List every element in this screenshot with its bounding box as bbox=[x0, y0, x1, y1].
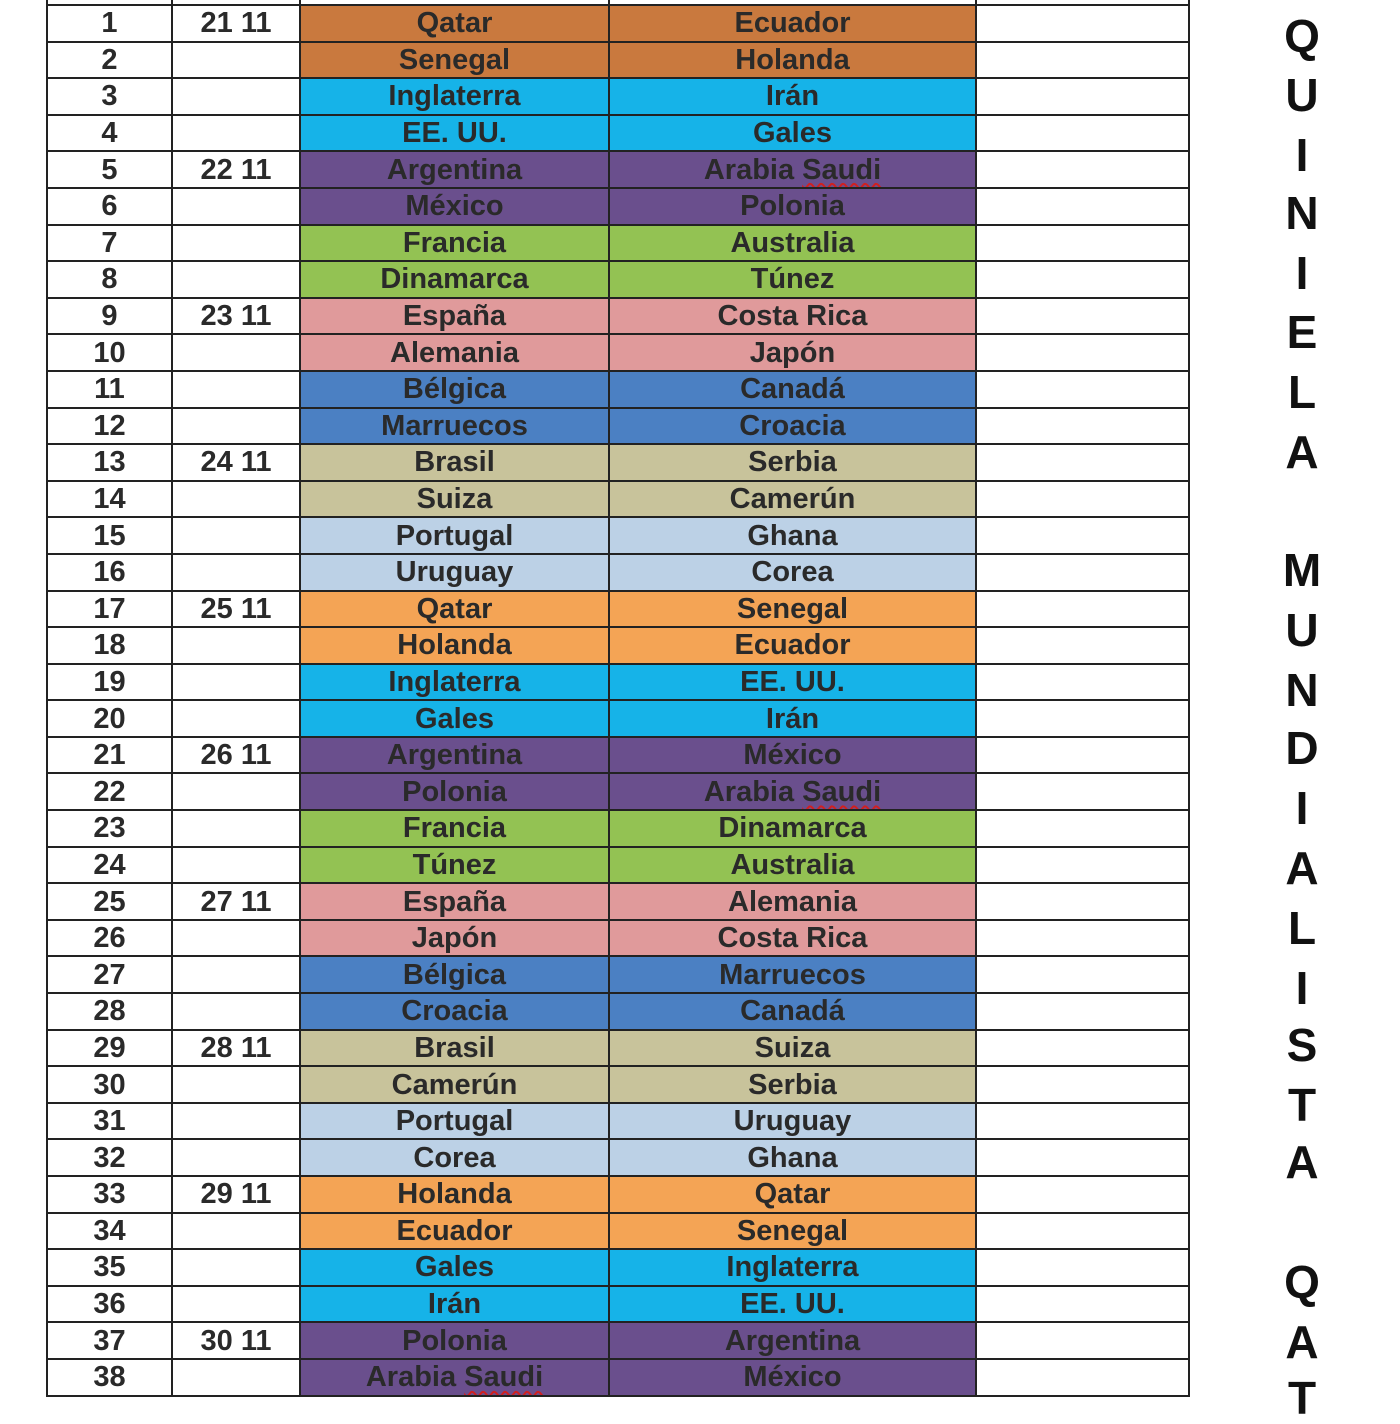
vertical-title-letter: N bbox=[1285, 664, 1319, 716]
away-team-cell: Japón bbox=[609, 334, 976, 371]
result-cell[interactable] bbox=[976, 1249, 1189, 1286]
match-number-cell: 13 bbox=[47, 444, 172, 481]
away-team-cell: Canadá bbox=[609, 993, 976, 1030]
home-team-cell: Gales bbox=[300, 700, 609, 737]
result-cell[interactable] bbox=[976, 188, 1189, 225]
result-cell[interactable] bbox=[976, 5, 1189, 42]
home-team-cell: Inglaterra bbox=[300, 664, 609, 701]
away-team-cell: Gales bbox=[609, 115, 976, 152]
match-row bbox=[47, 1359, 1189, 1396]
away-team-cell: Senegal bbox=[609, 1213, 976, 1250]
away-team-cell: Costa Rica bbox=[609, 920, 976, 957]
home-team-cell: EE. UU. bbox=[300, 115, 609, 152]
vertical-title-letter: A bbox=[1285, 1136, 1319, 1188]
home-team-cell: Gales bbox=[300, 1249, 609, 1286]
result-cell[interactable] bbox=[976, 700, 1189, 737]
home-team-cell: Polonia bbox=[300, 1322, 609, 1359]
home-team-cell: Senegal bbox=[300, 42, 609, 79]
away-team-cell: Suiza bbox=[609, 1030, 976, 1067]
vertical-title-letter: A bbox=[1285, 842, 1319, 894]
home-team-cell: Brasil bbox=[300, 1030, 609, 1067]
match-number-cell: 31 bbox=[47, 1103, 172, 1140]
away-team-cell: Marruecos bbox=[609, 956, 976, 993]
home-team-cell: Francia bbox=[300, 225, 609, 262]
match-row bbox=[47, 993, 1189, 1030]
match-number-cell: 36 bbox=[47, 1286, 172, 1323]
result-cell[interactable] bbox=[976, 225, 1189, 262]
home-team-cell: Irán bbox=[300, 1286, 609, 1323]
match-row bbox=[47, 371, 1189, 408]
match-row bbox=[47, 1322, 1189, 1359]
match-number-cell: 8 bbox=[47, 261, 172, 298]
match-row bbox=[47, 773, 1189, 810]
away-team-cell: Croacia bbox=[609, 408, 976, 445]
result-cell[interactable] bbox=[976, 1066, 1189, 1103]
match-number-cell: 34 bbox=[47, 1213, 172, 1250]
vertical-title-letter: I bbox=[1295, 129, 1309, 181]
match-number-cell: 9 bbox=[47, 298, 172, 335]
match-row bbox=[47, 1213, 1189, 1250]
match-row bbox=[47, 1030, 1189, 1067]
away-team-cell: Argentina bbox=[609, 1322, 976, 1359]
match-date-cell bbox=[172, 554, 300, 591]
result-cell[interactable] bbox=[976, 42, 1189, 79]
match-date-cell: 25 11 bbox=[172, 591, 300, 628]
result-cell[interactable] bbox=[976, 1359, 1189, 1396]
match-row bbox=[47, 664, 1189, 701]
away-team-cell: Holanda bbox=[609, 42, 976, 79]
match-number-cell: 32 bbox=[47, 1139, 172, 1176]
result-cell[interactable] bbox=[976, 151, 1189, 188]
match-number-cell: 23 bbox=[47, 810, 172, 847]
away-team-cell: Arabia Saudi bbox=[609, 773, 976, 810]
match-row bbox=[47, 1139, 1189, 1176]
away-team-cell: México bbox=[609, 1359, 976, 1396]
away-team-cell: Serbia bbox=[609, 444, 976, 481]
match-number-cell: 25 bbox=[47, 883, 172, 920]
home-team-cell: Alemania bbox=[300, 334, 609, 371]
match-row bbox=[47, 627, 1189, 664]
match-row bbox=[47, 225, 1189, 262]
home-team-cell: Ecuador bbox=[300, 1213, 609, 1250]
away-team-cell: Australia bbox=[609, 225, 976, 262]
match-date-cell bbox=[172, 225, 300, 262]
match-number-cell: 11 bbox=[47, 371, 172, 408]
match-number-cell: 7 bbox=[47, 225, 172, 262]
match-number-cell: 15 bbox=[47, 517, 172, 554]
vertical-title-letter: L bbox=[1287, 366, 1317, 418]
home-team-cell: Uruguay bbox=[300, 554, 609, 591]
away-team-cell: Ghana bbox=[609, 1139, 976, 1176]
match-row bbox=[47, 334, 1189, 371]
away-team-cell: Ghana bbox=[609, 517, 976, 554]
away-team-cell: Costa Rica bbox=[609, 298, 976, 335]
away-team-cell: Canadá bbox=[609, 371, 976, 408]
match-date-cell bbox=[172, 408, 300, 445]
away-team-cell: Arabia Saudi bbox=[609, 151, 976, 188]
match-number-cell: 17 bbox=[47, 591, 172, 628]
match-row bbox=[47, 591, 1189, 628]
result-cell[interactable] bbox=[976, 298, 1189, 335]
match-number-cell: 19 bbox=[47, 664, 172, 701]
home-team-cell: Japón bbox=[300, 920, 609, 957]
match-row bbox=[47, 408, 1189, 445]
result-cell[interactable] bbox=[976, 371, 1189, 408]
vertical-title-letter: I bbox=[1295, 782, 1309, 834]
away-team-cell: Dinamarca bbox=[609, 810, 976, 847]
away-team-cell: Polonia bbox=[609, 188, 976, 225]
result-cell[interactable] bbox=[976, 627, 1189, 664]
result-cell[interactable] bbox=[976, 408, 1189, 445]
result-cell[interactable] bbox=[976, 956, 1189, 993]
match-row bbox=[47, 1286, 1189, 1323]
home-team-cell: Portugal bbox=[300, 517, 609, 554]
match-date-cell bbox=[172, 810, 300, 847]
home-team-cell: Inglaterra bbox=[300, 78, 609, 115]
match-date-cell: 27 11 bbox=[172, 883, 300, 920]
home-team-cell: Argentina bbox=[300, 737, 609, 774]
match-date-cell bbox=[172, 42, 300, 79]
result-cell[interactable] bbox=[976, 1176, 1189, 1213]
vertical-title-letter: A bbox=[1285, 426, 1319, 478]
match-number-cell: 1 bbox=[47, 5, 172, 42]
match-date-cell bbox=[172, 1139, 300, 1176]
match-row bbox=[47, 920, 1189, 957]
match-number-cell: 21 bbox=[47, 737, 172, 774]
away-team-cell: Qatar bbox=[609, 1176, 976, 1213]
match-row bbox=[47, 151, 1189, 188]
match-row bbox=[47, 5, 1189, 42]
result-cell[interactable] bbox=[976, 1213, 1189, 1250]
match-number-cell: 5 bbox=[47, 151, 172, 188]
result-cell[interactable] bbox=[976, 261, 1189, 298]
result-cell[interactable] bbox=[976, 334, 1189, 371]
home-team-cell: Corea bbox=[300, 1139, 609, 1176]
home-team-cell: Polonia bbox=[300, 773, 609, 810]
match-date-cell bbox=[172, 261, 300, 298]
home-team-cell: Dinamarca bbox=[300, 261, 609, 298]
match-row bbox=[47, 847, 1189, 884]
match-date-cell bbox=[172, 664, 300, 701]
away-team-cell: Senegal bbox=[609, 591, 976, 628]
away-team-cell: Camerún bbox=[609, 481, 976, 518]
home-team-cell: México bbox=[300, 188, 609, 225]
match-number-cell: 28 bbox=[47, 993, 172, 1030]
match-row bbox=[47, 78, 1189, 115]
match-number-cell: 38 bbox=[47, 1359, 172, 1396]
match-number-cell: 22 bbox=[47, 773, 172, 810]
away-team-cell: EE. UU. bbox=[609, 1286, 976, 1323]
match-number-cell: 6 bbox=[47, 188, 172, 225]
vertical-title-letter: U bbox=[1285, 69, 1319, 121]
result-cell[interactable] bbox=[976, 1139, 1189, 1176]
match-number-cell: 14 bbox=[47, 481, 172, 518]
vertical-title-letter: N bbox=[1285, 187, 1319, 239]
away-team-cell: Uruguay bbox=[609, 1103, 976, 1140]
match-number-cell: 35 bbox=[47, 1249, 172, 1286]
away-team-cell: Serbia bbox=[609, 1066, 976, 1103]
match-date-cell bbox=[172, 773, 300, 810]
match-number-cell: 12 bbox=[47, 408, 172, 445]
match-date-cell bbox=[172, 993, 300, 1030]
match-number-cell: 30 bbox=[47, 1066, 172, 1103]
match-number-cell: 26 bbox=[47, 920, 172, 957]
vertical-title-letter: Q bbox=[1284, 10, 1320, 62]
match-number-cell: 18 bbox=[47, 627, 172, 664]
result-cell[interactable] bbox=[976, 481, 1189, 518]
match-number-cell: 4 bbox=[47, 115, 172, 152]
match-row bbox=[47, 517, 1189, 554]
home-team-cell: Holanda bbox=[300, 1176, 609, 1213]
vertical-title-letter: T bbox=[1287, 1079, 1317, 1131]
match-row bbox=[47, 115, 1189, 152]
match-row bbox=[47, 956, 1189, 993]
home-team-cell: Croacia bbox=[300, 993, 609, 1030]
match-row bbox=[47, 42, 1189, 79]
match-row bbox=[47, 298, 1189, 335]
home-team-cell: España bbox=[300, 298, 609, 335]
vertical-title-letter: U bbox=[1285, 604, 1319, 656]
result-cell[interactable] bbox=[976, 444, 1189, 481]
away-team-cell: Túnez bbox=[609, 261, 976, 298]
away-team-cell: Ecuador bbox=[609, 5, 976, 42]
away-team-cell: Irán bbox=[609, 78, 976, 115]
vertical-title-letter: M bbox=[1282, 544, 1322, 596]
match-date-cell: 28 11 bbox=[172, 1030, 300, 1067]
match-row bbox=[47, 700, 1189, 737]
result-cell[interactable] bbox=[976, 1322, 1189, 1359]
match-date-cell bbox=[172, 1213, 300, 1250]
away-team-cell: Irán bbox=[609, 700, 976, 737]
match-date-cell bbox=[172, 847, 300, 884]
match-number-cell: 2 bbox=[47, 42, 172, 79]
vertical-title-letter: T bbox=[1287, 1372, 1317, 1424]
match-row bbox=[47, 1176, 1189, 1213]
vertical-title-letter: L bbox=[1287, 902, 1317, 954]
result-cell[interactable] bbox=[976, 591, 1189, 628]
match-number-cell: 37 bbox=[47, 1322, 172, 1359]
match-number-cell: 20 bbox=[47, 700, 172, 737]
home-team-cell: Portugal bbox=[300, 1103, 609, 1140]
result-cell[interactable] bbox=[976, 773, 1189, 810]
match-date-cell: 22 11 bbox=[172, 151, 300, 188]
result-cell[interactable] bbox=[976, 1103, 1189, 1140]
match-row bbox=[47, 1249, 1189, 1286]
result-cell[interactable] bbox=[976, 920, 1189, 957]
away-team-cell: México bbox=[609, 737, 976, 774]
match-date-cell bbox=[172, 188, 300, 225]
result-cell[interactable] bbox=[976, 1030, 1189, 1067]
match-row bbox=[47, 481, 1189, 518]
home-team-cell: Bélgica bbox=[300, 956, 609, 993]
match-date-cell bbox=[172, 700, 300, 737]
home-team-cell: Holanda bbox=[300, 627, 609, 664]
home-team-cell: Camerún bbox=[300, 1066, 609, 1103]
home-team-cell: Brasil bbox=[300, 444, 609, 481]
match-row bbox=[47, 1066, 1189, 1103]
result-cell[interactable] bbox=[976, 883, 1189, 920]
match-date-cell: 21 11 bbox=[172, 5, 300, 42]
match-date-cell bbox=[172, 481, 300, 518]
match-date-cell bbox=[172, 1249, 300, 1286]
fixture-table-container bbox=[46, 0, 1188, 1397]
result-cell[interactable] bbox=[976, 993, 1189, 1030]
result-cell[interactable] bbox=[976, 517, 1189, 554]
match-date-cell bbox=[172, 1359, 300, 1396]
match-date-cell: 29 11 bbox=[172, 1176, 300, 1213]
match-number-cell: 10 bbox=[47, 334, 172, 371]
result-cell[interactable] bbox=[976, 78, 1189, 115]
home-team-cell: Bélgica bbox=[300, 371, 609, 408]
match-date-cell bbox=[172, 1066, 300, 1103]
away-team-cell: Corea bbox=[609, 554, 976, 591]
match-number-cell: 29 bbox=[47, 1030, 172, 1067]
result-cell[interactable] bbox=[976, 664, 1189, 701]
away-team-cell: Ecuador bbox=[609, 627, 976, 664]
match-row bbox=[47, 1103, 1189, 1140]
match-date-cell: 24 11 bbox=[172, 444, 300, 481]
match-number-cell: 16 bbox=[47, 554, 172, 591]
result-cell[interactable] bbox=[976, 554, 1189, 591]
home-team-cell: Qatar bbox=[300, 591, 609, 628]
home-team-cell: Suiza bbox=[300, 481, 609, 518]
vertical-title-letter: E bbox=[1286, 306, 1318, 358]
match-row bbox=[47, 737, 1189, 774]
match-date-cell: 30 11 bbox=[172, 1322, 300, 1359]
match-row bbox=[47, 188, 1189, 225]
vertical-title-letter: I bbox=[1295, 962, 1309, 1014]
fixture-table bbox=[46, 0, 1190, 1397]
vertical-title-letter: A bbox=[1285, 1316, 1319, 1368]
match-number-cell: 24 bbox=[47, 847, 172, 884]
home-team-cell: España bbox=[300, 883, 609, 920]
vertical-title-letter: D bbox=[1285, 722, 1319, 774]
match-date-cell: 26 11 bbox=[172, 737, 300, 774]
match-number-cell: 3 bbox=[47, 78, 172, 115]
home-team-cell: Marruecos bbox=[300, 408, 609, 445]
vertical-title-letter: S bbox=[1286, 1019, 1318, 1071]
away-team-cell: EE. UU. bbox=[609, 664, 976, 701]
away-team-cell: Alemania bbox=[609, 883, 976, 920]
match-date-cell bbox=[172, 627, 300, 664]
match-date-cell bbox=[172, 371, 300, 408]
match-row bbox=[47, 261, 1189, 298]
home-team-cell: Qatar bbox=[300, 5, 609, 42]
fixture-table-body bbox=[47, 0, 1189, 1396]
match-row bbox=[47, 554, 1189, 591]
match-row bbox=[47, 810, 1189, 847]
match-row bbox=[47, 444, 1189, 481]
result-cell[interactable] bbox=[976, 847, 1189, 884]
match-number-cell: 27 bbox=[47, 956, 172, 993]
home-team-cell: Argentina bbox=[300, 151, 609, 188]
match-date-cell bbox=[172, 1286, 300, 1323]
result-cell[interactable] bbox=[976, 810, 1189, 847]
vertical-title-letter: I bbox=[1295, 247, 1309, 299]
result-cell[interactable] bbox=[976, 115, 1189, 152]
match-date-cell bbox=[172, 1103, 300, 1140]
match-number-cell: 33 bbox=[47, 1176, 172, 1213]
home-team-cell: Francia bbox=[300, 810, 609, 847]
match-row bbox=[47, 883, 1189, 920]
match-date-cell bbox=[172, 956, 300, 993]
match-date-cell bbox=[172, 517, 300, 554]
away-team-cell: Australia bbox=[609, 847, 976, 884]
vertical-title-letter: Q bbox=[1284, 1256, 1320, 1308]
match-date-cell bbox=[172, 334, 300, 371]
match-date-cell: 23 11 bbox=[172, 298, 300, 335]
match-date-cell bbox=[172, 920, 300, 957]
vertical-title bbox=[1262, 0, 1342, 1424]
result-cell[interactable] bbox=[976, 737, 1189, 774]
result-cell[interactable] bbox=[976, 1286, 1189, 1323]
match-date-cell bbox=[172, 78, 300, 115]
home-team-cell: Arabia Saudi bbox=[300, 1359, 609, 1396]
away-team-cell: Inglaterra bbox=[609, 1249, 976, 1286]
match-date-cell bbox=[172, 115, 300, 152]
home-team-cell: Túnez bbox=[300, 847, 609, 884]
